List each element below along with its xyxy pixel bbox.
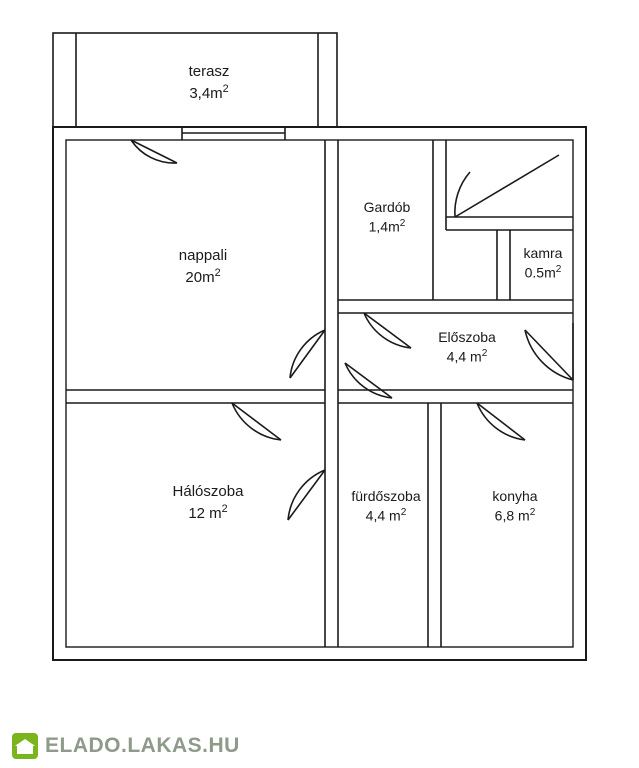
room-label-kamra: kamra $0.5m^2$: [523, 245, 563, 281]
watermark-main: ELADO.LAKAS: [45, 734, 203, 757]
watermark-bar: [0, 724, 639, 768]
room-label-nappali: nappali $20m^2$: [178, 247, 228, 287]
watermark-suffix: .HU: [202, 734, 240, 757]
house-icon: [12, 733, 38, 759]
room-label-haloszoba: Hálószoba 12 $m^2$: [172, 483, 244, 523]
room-label-eloszoba: Előszoba 4,4 $m^2$: [438, 329, 496, 365]
watermark-text: [45, 734, 240, 758]
room-label-furdoszoba: fürdőszoba 4,4 $m^2$: [351, 488, 421, 524]
room-label-terasz: terasz $3,4m^2$: [188, 63, 230, 103]
room-label-konyha: konyha 6,8 $m^2$: [492, 488, 538, 524]
room-label-gardrob: Gardób $1,4m^2$: [363, 199, 411, 235]
